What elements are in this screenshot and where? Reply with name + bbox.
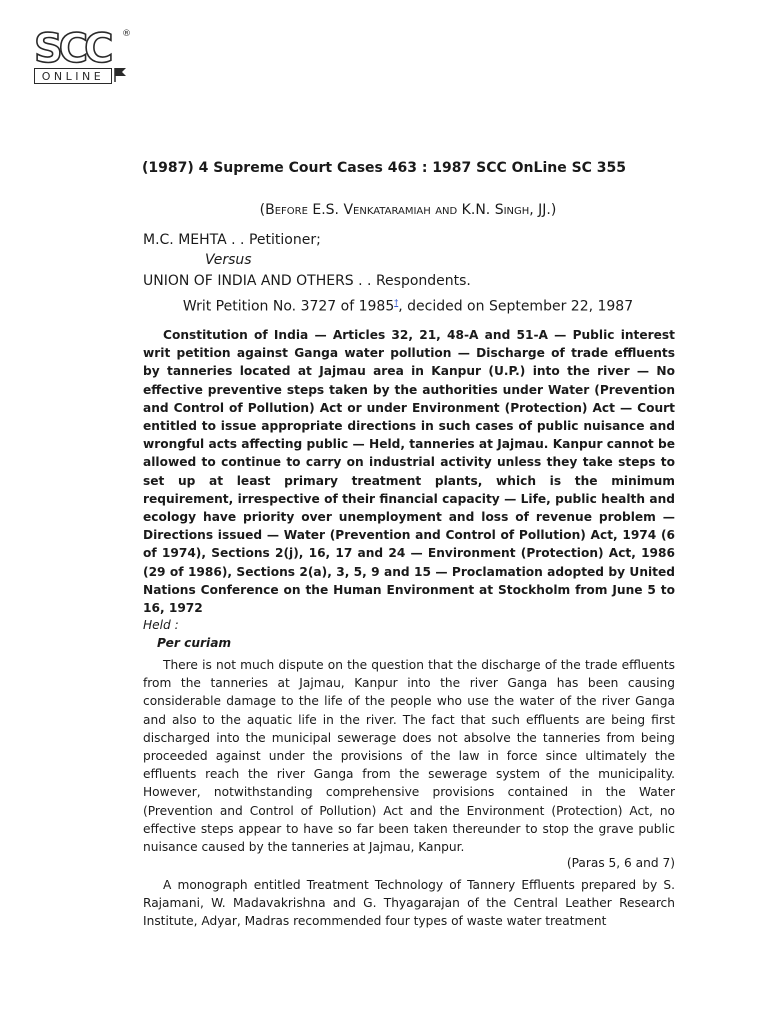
respondent-line: UNION OF INDIA AND OTHERS . . Respondents. — [143, 273, 471, 289]
petitioner-line: M.C. MEHTA . . Petitioner; — [143, 232, 321, 248]
case-citation: (1987) 4 Supreme Court Cases 463 : 1987 SCC OnLine SC 355 — [141, 160, 627, 176]
registered-mark: ® — [122, 29, 131, 39]
writ-petition-line — [0, 298, 768, 315]
decision-date: , decided on September 22, 1987 — [398, 298, 634, 315]
paragraph-reference: (Paras 5, 6 and 7) — [566, 856, 675, 870]
held-label: Held : — [143, 618, 179, 632]
logo-brand-text: SCC — [34, 26, 110, 72]
per-curiam-label: Per curiam — [157, 636, 232, 650]
scc-online-logo — [34, 28, 134, 88]
judgment-paragraph: There is not much dispute on the question that the discharge of the trade effluents from the tanneries at Jajmau, Kanpur into the river Ganga has been causing considerable damage to the life of the people who use the water of the river Ganga and also to the aquatic life in the river. The fact that such effluents are being first discharged into the municipal sewerage does not absolve the tanneries from being proceeded against under the provisions of the law in force since ultimately the effluents reach the river Ganga from the sewerage system of the municipality. However, notwithstanding comprehensive provisions contained in the Water (Prevention and Control of Pollution) Act and the Environment (Protection) Act, no effective steps appear to have so far been taken thereunder to stop the grave public nuisance caused by the tanneries at Jajmau, Kanpur. — [143, 658, 675, 855]
judgment-paragraph: A monograph entitled Treatment Technology of Tannery Effluents prepared by S. Rajamani, W. Madavakrishna and G. Thyagarajan of the Central Leather Research Institute, Adyar, Madras recommended four types of waste water treatment — [143, 878, 675, 929]
versus-line: Versus — [205, 252, 252, 268]
bench-line: (Before E.S. Venkataramiah and K.N. Singh, JJ.) — [259, 202, 557, 218]
logo-online-text: ONLINE — [34, 68, 112, 84]
headnote: Constitution of India — Articles 32, 21, 48-A and 51-A — Public interest writ petition against Ganga water pollution — Discharge of trade effluents by tanneries located at Jajmau area in Kanpur (U.P.) into the river — No effective preventive steps taken by the authorities under Water (Prevention and Control of Pollution) Act or under Environment (Protection) Act — Court entitled to issue appropriate directions in such cases of public nuisance and wrongful acts affecting public — Held, tanneries at Jajmau. Kanpur cannot be allowed to continue to carry on industrial activity unless they take steps to set up at least primary treatment plants, which is the minimum requirement, irrespective of their financial capacity — Life, public health and ecology have priority over unemployment and loss of revenue problem — Directions issued — Water (Prevention and Control of Pollution) Act, 1974 (6 of 1974), Sections 2(j), 16, 17 and 24 — Environment (Protection) Act, 1986 (29 of 1986), Sections 2(a), 3, 5, 9 and 15 — Proclamation adopted by United Nations Conference on the Human Environment at Stockholm from June 5 to 16, 1972 — [143, 328, 675, 616]
footnote-link[interactable]: † — [394, 298, 399, 307]
logo-flag-icon — [114, 66, 128, 82]
writ-number: Writ Petition No. 3727 of 1985 — [182, 298, 395, 315]
